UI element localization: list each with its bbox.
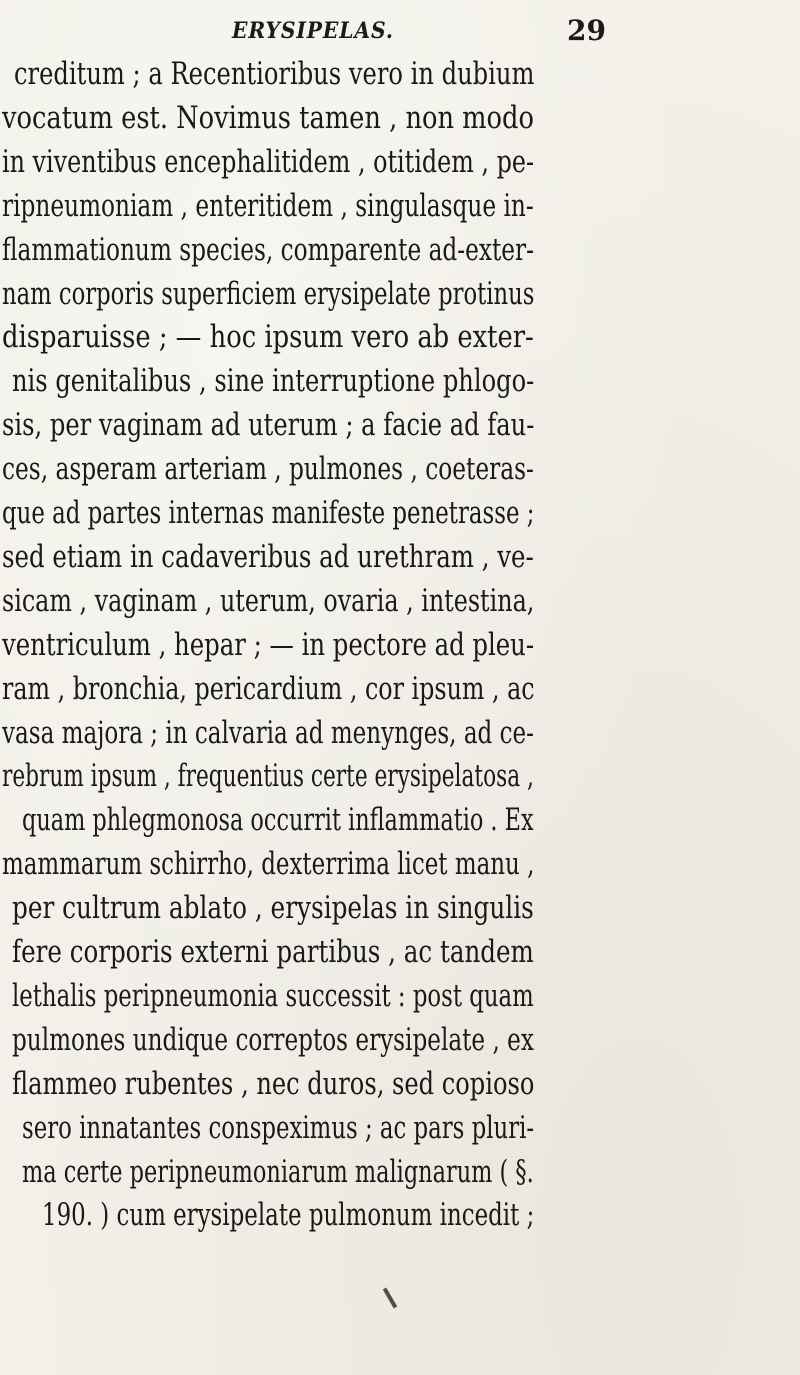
text-line: 190. ) cum erysipelate pulmonum incedit ; (42, 1197, 535, 1234)
text-line: ventriculum , hepar ; — in pectore ad pleu- (2, 626, 535, 663)
text-line: ces, asperam arteriam , pulmones , coeteras- (2, 451, 534, 488)
text-line: que ad partes internas manifeste penetrasse ; (2, 495, 535, 531)
text-line: creditum ; a Recentioribus vero in dubium (14, 56, 535, 92)
text-line: nam corporis superficiem erysipelate protinus (2, 275, 535, 312)
text-line: rebrum ipsum , frequentius certe erysipelatosa , (2, 758, 534, 795)
text-line: flammeo rubentes , nec duros, sed copioso (12, 1065, 535, 1102)
text-line: flammationum species, comparente ad-exter- (2, 231, 534, 268)
text-line: pulmones undique correptos erysipelate , ex (12, 1021, 534, 1058)
text-line: ram , bronchia, pericardium , cor ipsum , ac (2, 670, 535, 707)
text-line: lethalis peripneumonia successit : post quam (12, 977, 534, 1014)
text-line: quam phlegmonosa occurrit inflammatio . Ex (22, 802, 534, 839)
text-line: sed etiam in cadaveribus ad urethram , ve- (2, 538, 534, 575)
margin-mark (383, 1287, 397, 1308)
text-line: in viventibus encephalitidem , otitidem , pe- (2, 143, 535, 180)
running-head (0, 10, 800, 50)
text-line: mammarum schirrho, dexterrima licet manu , (2, 846, 535, 883)
text-line: sicam , vaginam , uterum, ovaria , intestina, (2, 582, 535, 619)
text-line: per cultrum ablato , erysipelas in singulis (12, 890, 534, 927)
text-line: nis genitalibus , sine interruptione phlogo- (12, 363, 535, 400)
text-line: fere corporis externi partibus , ac tandem (12, 934, 534, 970)
text-line: ripneumoniam , enteritidem , singulasque in- (2, 187, 534, 224)
text-line: vocatum est. Novimus tamen , non modo (2, 99, 534, 136)
running-title: ERYSIPELAS. (232, 18, 394, 44)
text-line: sis, per vaginam ad uterum ; a facie ad fau- (2, 407, 535, 444)
text-line: sero innatantes conspeximus ; ac pars pluri- (22, 1109, 535, 1146)
text-line: disparuisse ; — hoc ipsum vero ab exter- (2, 319, 534, 356)
text-line: ma certe peripneumoniarum malignarum ( §. (22, 1153, 534, 1190)
text-line: vasa majora ; in calvaria ad menynges, ad ce- (2, 714, 534, 751)
page-number: 29 (567, 14, 606, 47)
